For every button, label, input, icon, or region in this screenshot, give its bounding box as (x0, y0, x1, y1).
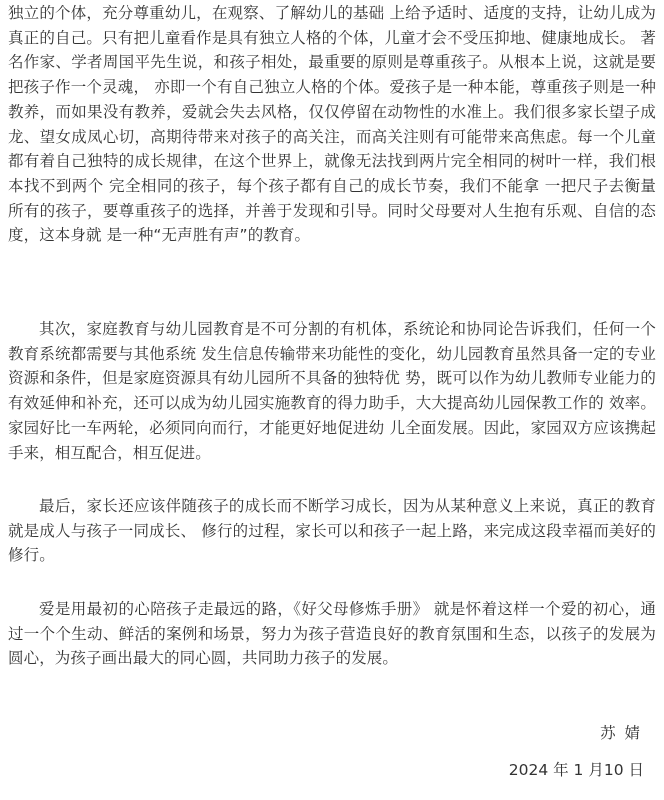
paragraph-home-school-cooperation: 其次，家庭教育与幼儿园教育是不可分割的有机体，系统论和协同论告诉我们，任何一个教育系统都需要与其他系统 发生信息传输带来功能性的变化，幼儿园教育虽然具备一定的专业资源和条件，但是家庭资源具有幼儿园所不具备的独特优 势，既可以作为幼儿教师专业能力的有效延伸和补充，还可以成为幼儿园实施教育的得力助手，大大提高幼儿园保教工作的 效率。家园好比一车两轮，必须同向而行，才能更好地促进幼 儿全面发展。因此，家园双方应该携起手来，相互配合，相互促进。 (8, 320, 656, 462)
signature-date: 2024 年 1 月10 日 (508, 761, 644, 779)
paragraph-parents-grow: 最后，家长还应该伴随孩子的成长而不断学习成长，因为从某种意义上来说，真正的教育就是成人与孩子一同成长、 修行的过程，家长可以和孩子一起上路，来完成这段幸福而美好的修行。 (8, 497, 656, 565)
paragraph-book-purpose: 爱是用最初的心陪孩子走最远的路，《好父母修炼手册》 就是怀着这样一个爱的初心，通过一个个生动、鲜活的案例和场景，努力为孩子营造良好的教育氛围和生态，以孩子的发展为圆心，为孩子画出最大的同心圆，共同助力孩子的发展。 (8, 600, 656, 668)
paragraph-respect-child: 独立的个体，充分尊重幼儿，在观察、了解幼儿的基础 上给予适时、适度的支持，让幼儿成为真正的自己。只有把儿童看作是具有独立人格的个体，儿童才会不受压抑地、健康地成长。 著名作家、学者周国平先生说，和孩子相处，最重要的原则是尊重孩子。从根本上说，这就是要把孩子作一个灵魂， 亦即一个有自己独立人格的个体。爱孩子是一种本能，尊重孩子则是一种教养，而如果没有教养，爱就会失去风格，仅仅停留在动物性的水准上。我们很多家长望子成龙、望女成凤心切，高期待带来对孩子的高关注，而高关注则有可能带来高焦虑。每一个儿童都有着自己独特的成长规律，在这个世界上，就像无法找到两片完全相同的树叶一样，我们根本找不到两个 完全相同的孩子，每个孩子都有自己的成长节奏，我们不能拿 一把尺子去衡量所有的孩子，要尊重孩子的选择，并善于发现和引导。同时父母要对人生抱有乐观、自信的态度，这本身就 是一种“无声胜有声”的教育。 (8, 4, 656, 245)
author-signature: 苏 婧 (600, 724, 642, 742)
